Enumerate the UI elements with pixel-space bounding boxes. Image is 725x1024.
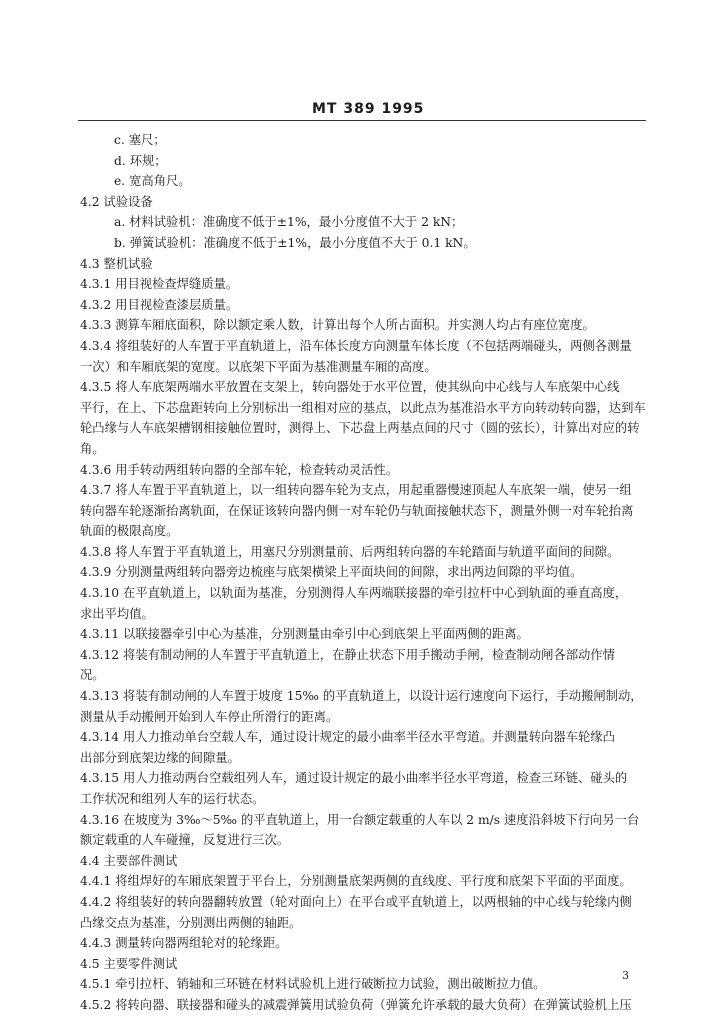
paragraph-line: 4.3.3 测算车厢底面积，除以额定乘人数，计算出每个人所占面积。并实测人均占有座位宽度。 xyxy=(80,318,595,333)
list-item: c. 塞尺； xyxy=(114,133,166,147)
paragraph-line: 4.4.3 测量转向器两组轮对的轮缘距。 xyxy=(80,936,288,951)
paragraph-line: 一次）和车厢底架的宽度。以底架下平面为基准测量车厢的高度。 xyxy=(80,359,437,374)
paragraph-line: 4.3.8 将人车置于平直轨道上，用塞尺分别测量前、后两组转向器的车轮踏面与轨道平面间的间隙。 xyxy=(80,544,620,559)
paragraph-line: 测量从手动搬闸开始到人车停止所滑行的距离。 xyxy=(80,709,339,724)
page-number: 3 xyxy=(622,969,629,982)
paragraph-line: 4.3.16 在坡度为 3‰～5‰ 的平直轨道上，用一台额定载重的人车以 2 m/s 速度沿斜坡下行向另一台 xyxy=(80,812,640,827)
body-text xyxy=(80,130,645,1016)
paragraph-line: 4.3.15 用人力推动两台空载组列人车，通过设计规定的最小曲率半径水平弯道，检查三环链、碰头的 xyxy=(80,771,628,786)
section-heading: 4.3 整机试验 xyxy=(80,256,153,271)
paragraph-line: 4.3.4 将组装好的人车置于平直轨道上，沿车体长度方向测量车体长度（不包括两端碰头，两侧各测量 xyxy=(80,338,632,353)
list-item: e. 宽高角尺。 xyxy=(114,174,191,189)
paragraph-line: 轨面的极限高度。 xyxy=(80,524,179,539)
paragraph-line: 4.3.9 分别测量两组转向器旁边梳座与底架横梁上平面块间的间隙，求出两边间隙的平均值。 xyxy=(80,565,583,580)
paragraph-line: 4.3.1 用目视检查焊缝质量。 xyxy=(80,277,239,292)
paragraph-line: 转向器车轮逐渐抬离轨面，在保证该转向器内侧一对车轮仍与轨面接触状态下，测量外侧一对车轮抬离 xyxy=(80,503,634,518)
paragraph-line: 4.3.2 用目视检查漆层质量。 xyxy=(80,297,239,312)
list-item: a. 材料试验机：准确度不低于±1%，最小分度值不大于 2 kN； xyxy=(114,215,464,230)
section-heading: 4.4 主要部件测试 xyxy=(80,853,178,868)
section-heading: 4.2 试验设备 xyxy=(80,194,153,209)
paragraph-line: 4.3.14 用人力推动单台空载人车，通过设计规定的最小曲率半径水平弯道。并测量转向器车轮缘凸 xyxy=(80,730,615,745)
paragraph-line: 4.3.5 将人车底架两端水平放置在支架上，转向器处于水平位置，使其纵向中心线与人车底架中心线 xyxy=(80,380,620,395)
paragraph-line: 4.4.1 将组焊好的车厢底架置于平台上，分别测量底架两侧的直线度、平行度和底架下平面的平面度。 xyxy=(80,874,632,889)
paragraph-line: 4.3.12 将装有制动闸的人车置于平直轨道上，在静止状态下用手搬动手闸，检查制动闸各部动作情 xyxy=(80,647,615,662)
list-item: b. 弹簧试验机：准确度不低于±1%，最小分度值不大于 0.1 kN。 xyxy=(114,235,476,250)
paragraph-line: 4.5.2 将转向器、联接器和碰头的减震弹簧用试验负荷（弹簧允许承载的最大负荷）在弹簧试验机上压 xyxy=(80,997,632,1012)
paragraph-line: 4.3.11 以联接器牵引中心为基准，分别测量由牵引中心到底架上平面两侧的距离。 xyxy=(80,627,529,642)
paragraph-line: 4.3.10 在平直轨道上，以轨面为基准，分别测得人车两端联接器的牵引拉杆中心到轨面的垂直高度， xyxy=(80,586,628,601)
paragraph-line: 况。 xyxy=(80,668,105,683)
paragraph-line: 角。 xyxy=(80,441,105,456)
paragraph-line: 4.3.13 将装有制动闸的人车置于坡度 15‰ 的平直轨道上，以设计运行速度向下运行，手动搬闸制动， xyxy=(80,689,643,704)
header-rule xyxy=(78,120,646,121)
paragraph-line: 4.5.1 牵引拉杆、销轴和三环链在材料试验机上进行破断拉力试验，测出破断拉力值。 xyxy=(80,977,546,992)
section-heading: 4.5 主要零件测试 xyxy=(80,956,178,971)
paragraph-line: 额定载重的人车碰撞，反复进行三次。 xyxy=(80,833,290,848)
paragraph-line: 凸缘交点为基准，分别测出两侧的轴距。 xyxy=(80,915,302,930)
paragraph-line: 求出平均值。 xyxy=(80,606,154,621)
paragraph-line: 出部分到底架边缘的间隙量。 xyxy=(80,750,240,765)
page-header: MT 389 1995 xyxy=(312,101,425,117)
paragraph-line: 4.4.2 将组装好的转向器翻转放置（轮对面向上）在平台或平直轨道上，以两根轴的中心线与轮缘内侧 xyxy=(80,894,632,909)
paragraph-line: 4.3.7 将人车置于平直轨道上，以一组转向器车轮为支点，用起重器慢速顶起人车底架一端，使另一组 xyxy=(80,483,632,498)
paragraph-line: 工作状况和组列人车的运行状态。 xyxy=(80,792,265,806)
paragraph-line: 轮凸缘与人车底架槽钢相接触位置时，测得上、下芯盘上两基点间的尺寸（圆的弦长），计算出对应的转 xyxy=(80,421,640,436)
paragraph-line: 4.3.6 用手转动两组转向器的全部车轮，检查转动灵活性。 xyxy=(80,462,399,477)
list-item: d. 环规； xyxy=(114,153,167,168)
paragraph-line: 平行，在上、下芯盘距转向上分别标出一组相对应的基点，以此点为基准沿水平方向转动转向器，达到车 xyxy=(80,400,646,415)
